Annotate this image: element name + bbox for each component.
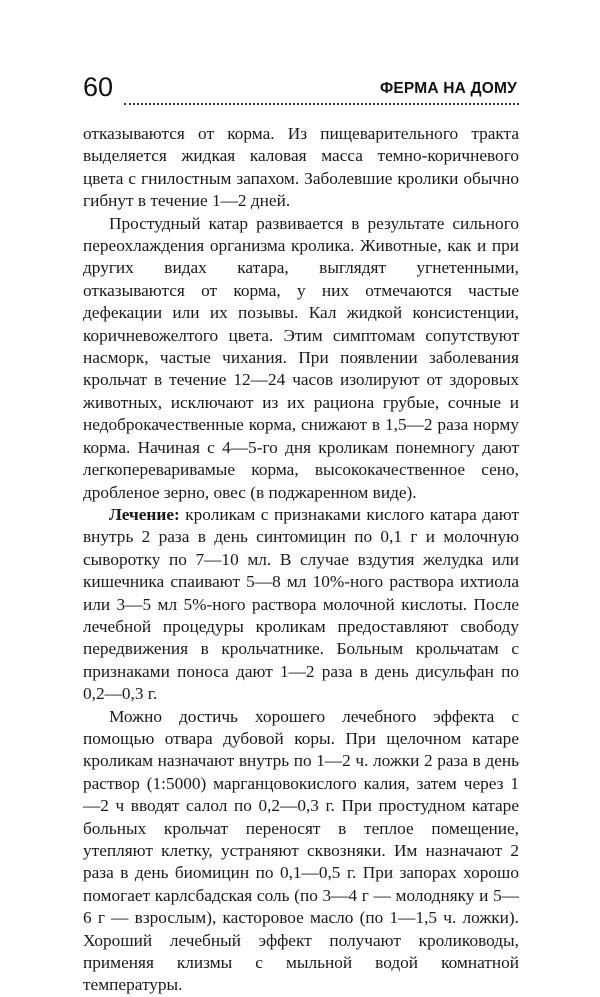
paragraph-oak-bark — [83, 706, 519, 997]
page-number: 60 — [83, 72, 114, 102]
treatment-lead-label: Лечение: — [109, 504, 180, 524]
paragraph-continuation — [83, 123, 519, 213]
paragraph-text: кроликам с признаками кислого катара дают внутрь 2 раза в день синтомицин по 0,1 г и молочную сыворотку по 7—10 мл. В случае вздутия желудка или кишечника спаивают 5—8 мл 10%-ного раствора ихтиола или 3—5 мл 5%-ного раствора молочной кислоты. После лечебной процедуры кроликам предоставляют свободу передвижения в крольчатнике. Больным крольчатам с признаками поноса дают 1—2 раза в день дисульфан по 0,2—0,3 г. — [83, 504, 519, 704]
paragraph-text: Простудный катар развивается в результате сильного переохлаждения организма кролика. Животные, как и при других видах катара, выглядят угнетенными, отказываются от корма, у них отмечаются частые дефекации или их позывы. Кал жидкой консистенции, коричневожелтого цвета. Этим симптомам сопутствуют насморк, частые чихания. При появлении заболевания крольчат в течение 12—24 часов изолируют от здоровых животных, исключают из их рациона грубые, сочные и недоброкачественные корма, снижают в 1,5—2 раза норму корма. Начиная с 4—5-го дня кроликам понемногу дают легкопереваривамые корма, высококачественное сено, дробленое зерно, овес (в поджаренном виде). — [83, 213, 519, 502]
paragraph-text: отказываются от корма. Из пищеварительного тракта выделяется жидкая каловая масса темно-коричневого цвета с гнилостным запахом. Заболевшие кролики обычно гибнут в течение 1—2 дней. — [83, 124, 519, 211]
paragraph-cold-catarrh — [83, 213, 519, 504]
paragraph-text: Можно достичь хорошего лечебного эффекта с помощью отвара дубовой коры. При щелочном катаре кроликам назначают внутрь по 1—2 ч. ложки 2 раза в день раствор (1:5000) марганцовокислого калия, затем через 1—2 ч вводят салол по 0,2—0,3 г. При простудном катаре больных крольчат переносят в теплое помещение, утепляют клетку, устраняют сквозняки. Им назначают 2 раза в день биомицин по 0,1—0,5 г. При запорах хорошо помогает карлсбадская соль (по 3—4 г — молодняку и 5—6 г — взрослым), касторовое масло (по 1—1,5 ч. ложки). Хороший лечебный эффект получают кролиководы, применяя клизмы с мыльной водой комнатной температуры. — [83, 706, 519, 995]
paragraph-treatment — [83, 504, 519, 706]
header-divider — [124, 103, 519, 105]
running-title: ФЕРМА НА ДОМУ — [379, 80, 517, 97]
page-body — [83, 123, 519, 997]
